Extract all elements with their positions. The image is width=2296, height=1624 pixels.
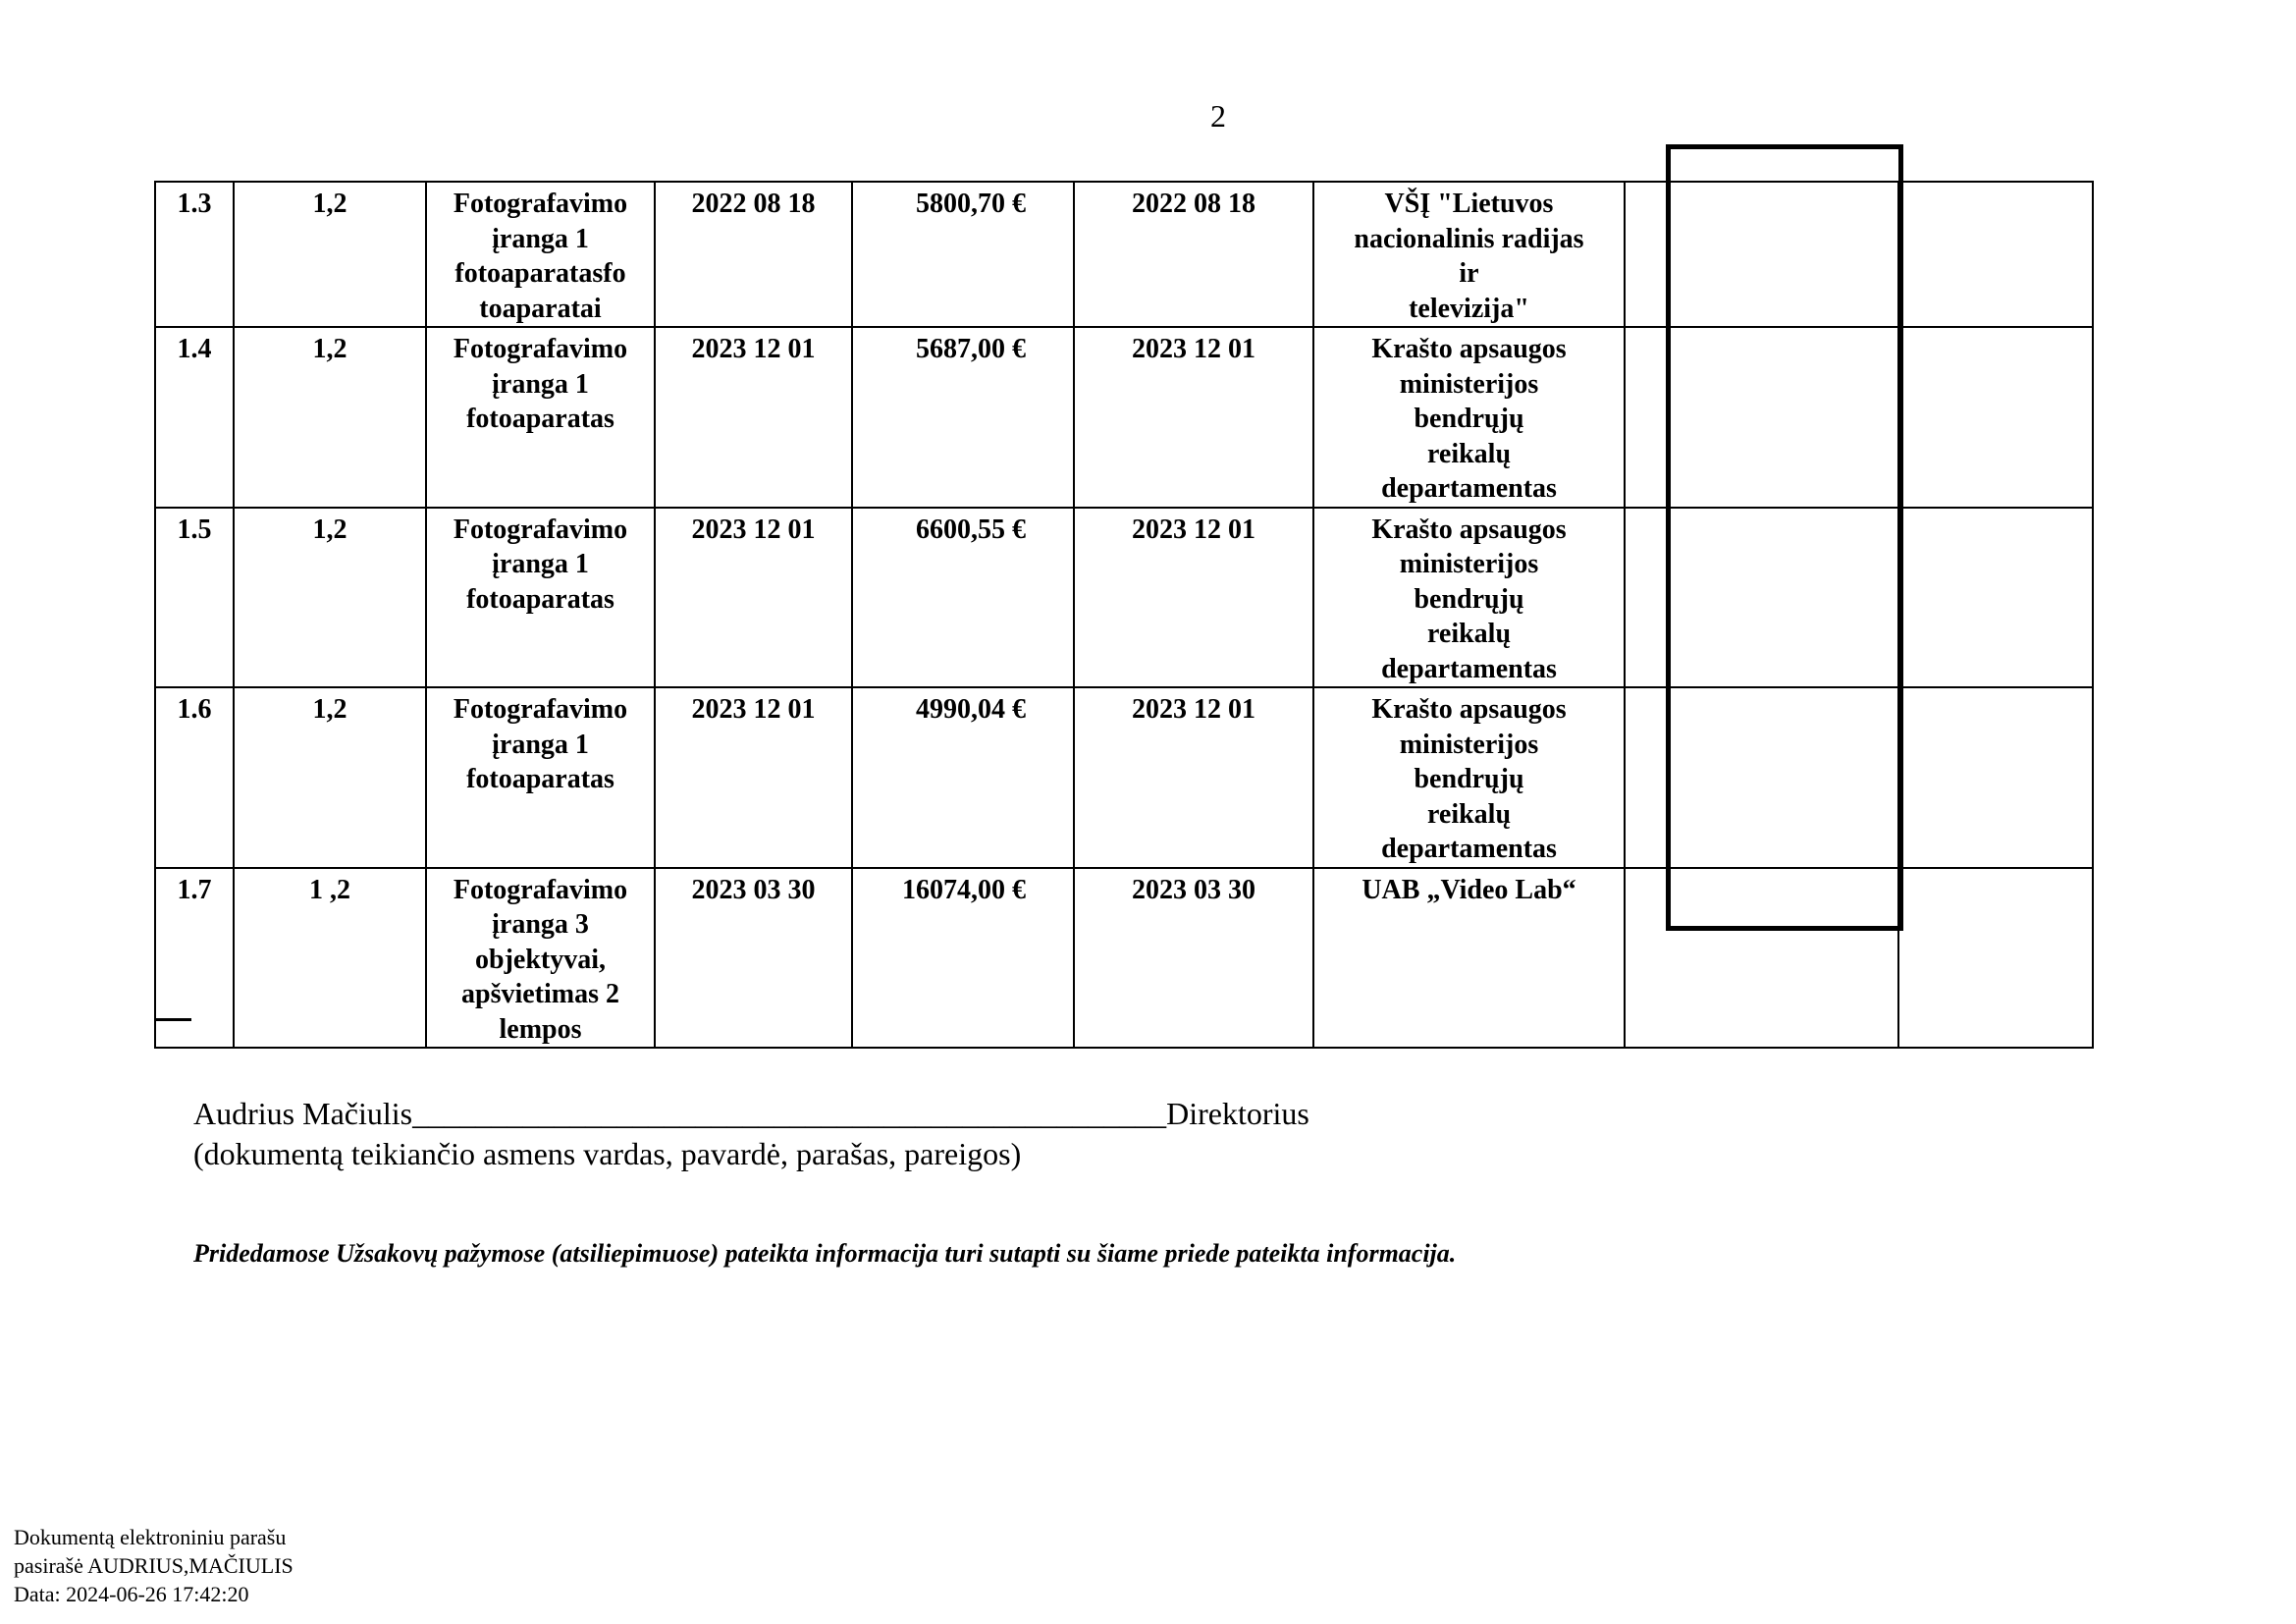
cell-item [426, 327, 655, 508]
cell-item-line: įranga 1 [492, 223, 589, 254]
cell-client-line: VŠĮ "Lietuvos [1384, 189, 1554, 219]
cell-empty [1898, 868, 2093, 1049]
cell-item [426, 687, 655, 868]
cell-client-line: televizija" [1409, 293, 1529, 324]
cell-number: 1.6 [155, 687, 234, 868]
signer-name: Audrius Mačiulis [193, 1096, 413, 1131]
esign-line-3: Data: 2024-06-26 17:42:20 [14, 1582, 249, 1606]
redaction-box [1666, 144, 1903, 931]
cell-item-line: įranga 3 [492, 909, 589, 940]
cell-client-line: bendrųjų [1414, 764, 1524, 794]
esign-line-2: pasirašė AUDRIUS,MAČIULIS [14, 1553, 294, 1578]
signer-caption: (dokumentą teikiančio asmens vardas, pavardė, parašas, pareigos) [193, 1136, 1022, 1171]
cell-client-line: reikalų [1426, 438, 1512, 469]
cell-item [426, 182, 655, 327]
cell-number: 1.4 [155, 327, 234, 508]
cell-end-date: 2023 12 01 [1074, 687, 1313, 868]
cell-start-date: 2023 12 01 [655, 687, 852, 868]
cell-start-date: 2023 03 30 [655, 868, 852, 1049]
cell-client-line: bendrųjų [1414, 583, 1524, 615]
cell-client [1313, 327, 1625, 508]
cell-item-line: Fotografavimo [453, 694, 628, 725]
cell-empty [1898, 687, 2093, 868]
signer-position: Direktorius [1166, 1096, 1309, 1131]
cell-empty [1898, 182, 2093, 327]
cell-client-line: ir [1459, 258, 1479, 289]
cell-item-line: objektyvai, [475, 944, 606, 975]
cell-end-date: 2023 12 01 [1074, 508, 1313, 688]
cell-client [1313, 182, 1625, 327]
cell-amount: 6600,55 € [852, 508, 1074, 688]
cell-client-line: departamentas [1381, 653, 1557, 684]
signature-blank-line: ________________________________________________ [412, 1096, 1167, 1131]
cell-number: 1.3 [155, 182, 234, 327]
electronic-signature-stamp [14, 1523, 294, 1608]
cell-client-line: ministerijos [1399, 729, 1539, 760]
cell-client-line: reikalų [1426, 798, 1512, 830]
cell-end-date: 2023 03 30 [1074, 868, 1313, 1049]
cell-item-line: Fotografavimo [453, 874, 628, 905]
cell-client-line: nacionalinis radijas [1354, 223, 1584, 254]
cell-amount: 4990,04 € [852, 687, 1074, 868]
cell-item [426, 508, 655, 688]
cell-criteria: 1,2 [234, 327, 426, 508]
cell-item-line: įranga 1 [492, 549, 589, 579]
cell-item-line: toaparatai [479, 293, 602, 324]
cell-client [1313, 687, 1625, 868]
cell-client [1313, 868, 1625, 1049]
cell-client-line: departamentas [1381, 834, 1557, 864]
cell-item-line: Fotografavimo [453, 514, 628, 545]
cell-amount: 5800,70 € [852, 182, 1074, 327]
cell-client-line: Krašto apsaugos [1371, 334, 1567, 364]
cell-item-line: lempos [499, 1013, 582, 1045]
cell-item-line: įranga 1 [492, 729, 589, 760]
attachment-note: Pridedamose Užsakovų pažymose (atsiliepimuose) pateikta informacija turi sutapti su šiame priede pateikta informacija. [193, 1239, 1457, 1268]
cell-end-date: 2022 08 18 [1074, 182, 1313, 327]
cell-end-date: 2023 12 01 [1074, 327, 1313, 508]
cell-number: 1.5 [155, 508, 234, 688]
cell-item [426, 868, 655, 1049]
cell-client [1313, 508, 1625, 688]
cell-client-line: Krašto apsaugos [1371, 694, 1567, 725]
cell-start-date: 2023 12 01 [655, 327, 852, 508]
cell-item-line: fotoaparatas [466, 404, 614, 434]
esign-line-1: Dokumentą elektroniniu parašu [14, 1525, 287, 1549]
cell-client-line: Krašto apsaugos [1371, 514, 1567, 545]
cell-client-line: bendrųjų [1414, 404, 1524, 434]
cell-criteria: 1 ,2 [234, 868, 426, 1049]
cell-item-line: fotoaparatasfo [454, 258, 626, 289]
cell-item-line: įranga 1 [492, 368, 589, 400]
cell-criteria: 1,2 [234, 687, 426, 868]
cell-client-line: ministerijos [1399, 549, 1539, 579]
cell-criteria: 1,2 [234, 182, 426, 327]
cell-client-line: departamentas [1381, 473, 1557, 504]
cell-item-line: Fotografavimo [453, 189, 628, 219]
cell-client-line: UAB „Video Lab“ [1362, 874, 1576, 905]
cell-start-date: 2023 12 01 [655, 508, 852, 688]
cell-criteria: 1,2 [234, 508, 426, 688]
cell-number: 1.7 [155, 868, 234, 1049]
table-corner-mark [154, 1018, 191, 1021]
cell-empty [1898, 508, 2093, 688]
cell-amount: 16074,00 € [852, 868, 1074, 1049]
cell-item-line: Fotografavimo [453, 334, 628, 364]
page-number: 2 [1210, 98, 1226, 134]
signer-line [193, 1096, 1309, 1132]
cell-start-date: 2022 08 18 [655, 182, 852, 327]
cell-item-line: apšvietimas 2 [461, 979, 619, 1009]
cell-client-line: reikalų [1426, 619, 1512, 649]
cell-item-line: fotoaparatas [466, 764, 614, 794]
cell-empty [1898, 327, 2093, 508]
cell-amount: 5687,00 € [852, 327, 1074, 508]
cell-item-line: fotoaparatas [466, 583, 614, 615]
cell-client-line: ministerijos [1399, 368, 1539, 400]
